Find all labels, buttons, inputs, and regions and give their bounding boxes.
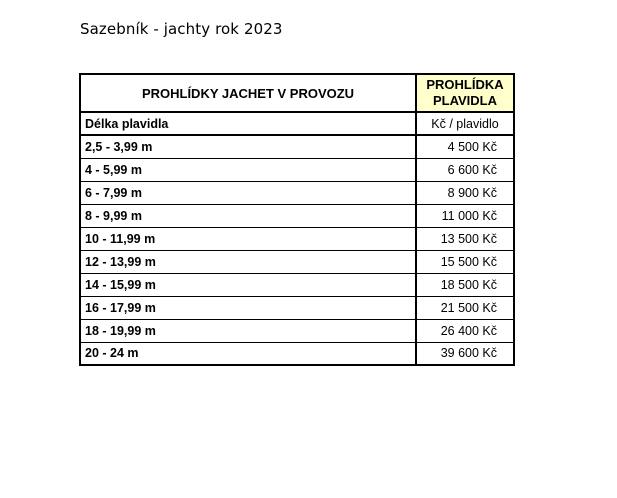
row-price: 21 500 Kč	[416, 296, 514, 319]
table-row	[80, 135, 514, 158]
table-row	[80, 158, 514, 181]
row-price: 15 500 Kč	[416, 250, 514, 273]
header-inspections: PROHLÍDKY JACHET V PROVOZU	[80, 74, 416, 112]
row-price: 8 900 Kč	[416, 181, 514, 204]
table-row	[80, 250, 514, 273]
header-price-line2: PLAVIDLA	[432, 93, 498, 108]
document-title: Sazebník - jachty rok 2023	[80, 20, 283, 38]
row-length: 18 - 19,99 m	[80, 319, 416, 342]
price-table	[79, 73, 515, 366]
row-length: 2,5 - 3,99 m	[80, 135, 416, 158]
row-length: 10 - 11,99 m	[80, 227, 416, 250]
header-price-line1: PROHLÍDKA	[426, 77, 504, 92]
table-row	[80, 296, 514, 319]
table-subheader-row	[80, 112, 514, 135]
table-row	[80, 273, 514, 296]
row-price: 39 600 Kč	[416, 342, 514, 365]
row-price: 26 400 Kč	[416, 319, 514, 342]
row-length: 6 - 7,99 m	[80, 181, 416, 204]
subheader-length: Délka plavidla	[80, 112, 416, 135]
row-length: 12 - 13,99 m	[80, 250, 416, 273]
header-vessel-inspection	[416, 74, 514, 112]
row-price: 18 500 Kč	[416, 273, 514, 296]
table-row	[80, 204, 514, 227]
subheader-unit: Kč / plavidlo	[416, 112, 514, 135]
table-row	[80, 227, 514, 250]
table-row	[80, 181, 514, 204]
row-price: 13 500 Kč	[416, 227, 514, 250]
table-row	[80, 342, 514, 365]
row-price: 6 600 Kč	[416, 158, 514, 181]
row-length: 20 - 24 m	[80, 342, 416, 365]
row-length: 16 - 17,99 m	[80, 296, 416, 319]
row-price: 11 000 Kč	[416, 204, 514, 227]
row-length: 14 - 15,99 m	[80, 273, 416, 296]
table-header-row	[80, 74, 514, 112]
row-length: 8 - 9,99 m	[80, 204, 416, 227]
row-length: 4 - 5,99 m	[80, 158, 416, 181]
table-row	[80, 319, 514, 342]
row-price: 4 500 Kč	[416, 135, 514, 158]
